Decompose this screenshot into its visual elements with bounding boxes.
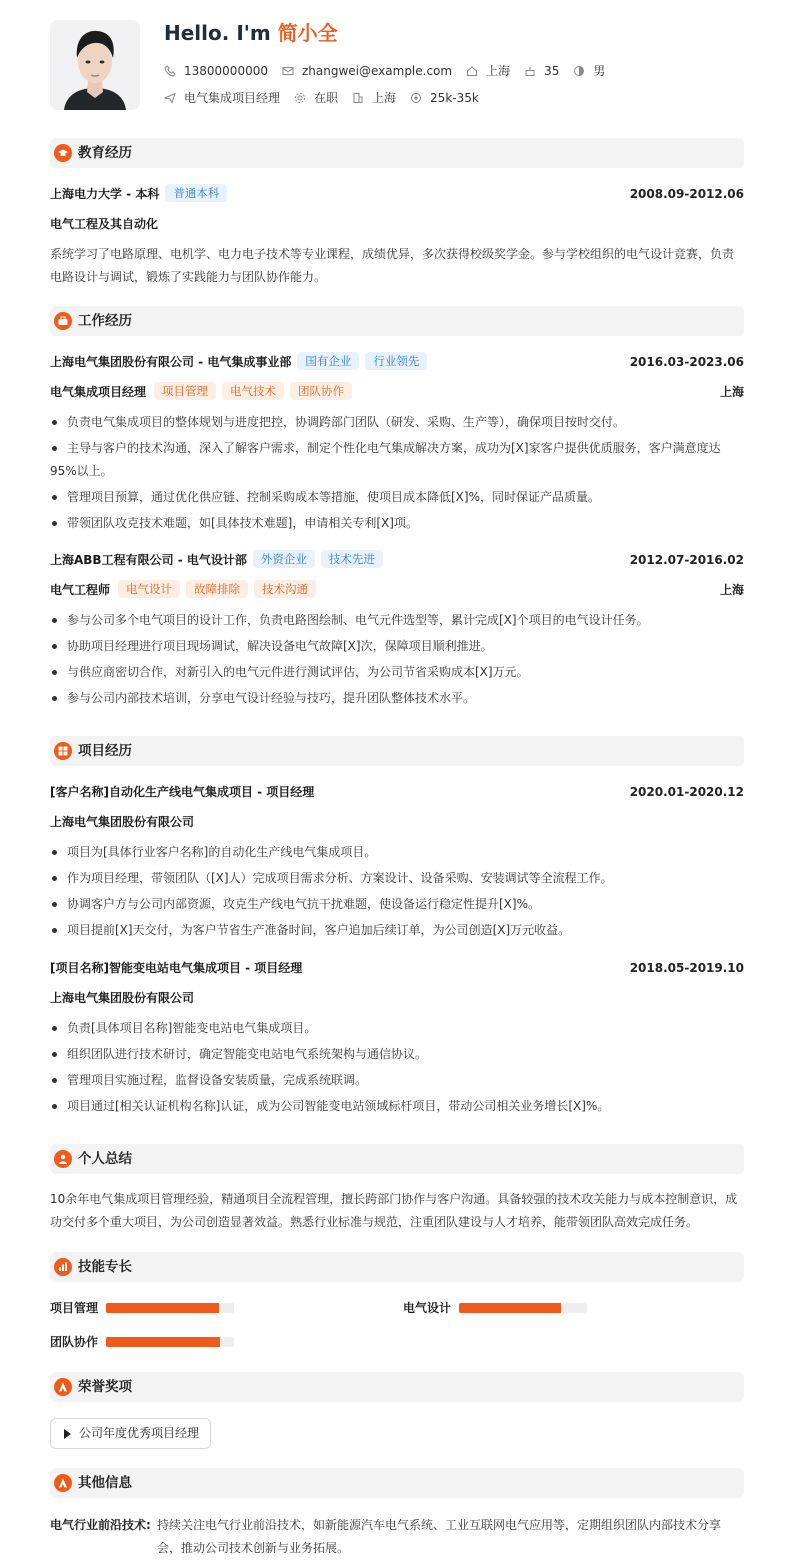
list-item: 管理项目预算，通过优化供应链、控制采购成本等措施，使项目成本降低[X]%，同时保证产品质量。 — [50, 486, 744, 509]
work-header — [50, 550, 744, 570]
greeting-text: Hello. I'm — [164, 21, 271, 45]
skill-tag: 技术沟通 — [254, 580, 316, 598]
work-role-row — [50, 382, 744, 402]
list-item-continuation: 95%以上。 — [50, 464, 113, 478]
section-work — [50, 306, 744, 336]
summary-text — [50, 1188, 744, 1234]
skill-tag: 电气设计 — [118, 580, 180, 598]
position — [164, 89, 280, 107]
send-icon — [164, 92, 176, 104]
list-item: 作为项目经理，带领团队（[X]人）完成项目需求分析、方案设计、设备采购、安装调试等全流程工作。 — [50, 867, 744, 890]
skill-bar — [106, 1337, 234, 1347]
project-title: [项目名称]智能变电站电气集成项目 - 项目经理 — [50, 961, 303, 975]
job-role: 电气集成项目经理 — [50, 385, 147, 399]
status-text: 在职 — [314, 91, 339, 105]
summary-line: 10余年电气集成项目管理经验，精通项目全流程管理，擅长跨部门协作与客户沟通。具备较强的技术攻关能力与成本控制意识，成 — [50, 1192, 738, 1206]
work-city — [352, 89, 396, 107]
chart-icon — [54, 1258, 72, 1276]
info-icon — [54, 1474, 72, 1492]
education-desc-line: 系统学习了电路原理、电机学、电力电子技术等专业课程，成绩优异，多次获得校级奖学金。参与学校组织的电气设计竞赛，负责 — [50, 247, 735, 261]
salary-icon — [410, 92, 422, 104]
section-projects — [50, 736, 744, 766]
gear-icon — [294, 92, 306, 104]
company-tag: 国有企业 — [297, 352, 359, 370]
position-text: 电气集成项目经理 — [184, 91, 281, 105]
building-icon — [352, 92, 364, 104]
city-text: 上海 — [486, 64, 511, 78]
list-item: 参与公司多个电气项目的设计工作，负责电路图绘制、电气元件选型等，累计完成[X]个项目的电气设计任务。 — [50, 609, 744, 632]
list-item: 项目为[具体行业客户名称]的自动化生产线电气集成项目。 — [50, 841, 744, 864]
education-desc-line: 电路设计与调试，锻炼了实践能力与团队协作能力。 — [50, 270, 327, 284]
work-city: 上海 — [719, 385, 744, 399]
salary-text: 25k-35k — [430, 91, 479, 105]
user-icon — [54, 1150, 72, 1168]
work-city: 上海 — [719, 583, 744, 597]
section-title: 教育经历 — [78, 145, 132, 161]
section-title: 荣誉奖项 — [78, 1379, 132, 1395]
work-date: 2012.07-2016.02 — [629, 553, 744, 567]
cake-icon — [524, 65, 536, 77]
section-education — [50, 138, 744, 168]
project-header — [50, 782, 744, 802]
school-name: 上海电力大学 - 本科 — [50, 187, 160, 201]
work-bullets — [50, 609, 744, 713]
project-company: 上海电气集团股份有限公司 — [50, 815, 195, 829]
education-header — [50, 184, 744, 204]
section-summary — [50, 1144, 744, 1174]
age-text: 35 — [544, 64, 560, 78]
school-tag: 普通本科 — [165, 184, 227, 202]
company-tag: 行业领先 — [365, 352, 427, 370]
list-item: 协助项目经理进行项目现场调试，解决设备电气故障[X]次，保障项目顺利推进。 — [50, 635, 744, 658]
city — [466, 62, 510, 80]
list-item: 项目提前[X]天交付，为客户节省生产准备时间，客户追加后续订单，为公司创造[X]万元收益。 — [50, 919, 744, 942]
list-item: 负责电气集成项目的整体规划与进度把控，协调跨部门团队（研发、采购、生产等），确保项目按时交付。 — [50, 411, 744, 434]
company-tag: 外资企业 — [253, 550, 315, 568]
education-date: 2008.09-2012.06 — [629, 187, 744, 201]
company-name: 上海电气集团股份有限公司 - 电气集成事业部 — [50, 355, 292, 369]
list-item: 参与公司内部技术培训，分享电气设计经验与技巧，提升团队整体技术水平。 — [50, 687, 744, 710]
company-tag: 技术先进 — [321, 550, 383, 568]
other-line: 持续关注电气行业前沿技术，如新能源汽车电气系统、工业互联网电气应用等，定期组织团队内部技术分享 — [157, 1518, 722, 1532]
section-awards — [50, 1372, 744, 1402]
mail-icon — [282, 65, 294, 77]
work-bullets — [50, 411, 744, 538]
work-date: 2016.03-2023.06 — [629, 355, 744, 369]
job-role: 电气工程师 — [50, 583, 111, 597]
phone — [164, 62, 268, 80]
gender-icon — [573, 65, 585, 77]
skill-name: 电气设计 — [403, 1301, 452, 1315]
skill-bar — [459, 1303, 587, 1313]
education-description — [50, 243, 744, 289]
section-skills — [50, 1252, 744, 1282]
gender — [573, 62, 605, 80]
award-item[interactable] — [50, 1418, 211, 1449]
list-item: 与供应商密切合作，对新引入的电气元件进行测试评估，为公司节省采购成本[X]万元。 — [50, 661, 744, 684]
avatar — [50, 20, 140, 110]
skill-bar-fill — [106, 1303, 219, 1313]
major: 电气工程及其自动化 — [50, 217, 159, 231]
salary — [410, 89, 479, 107]
project-company: 上海电气集团股份有限公司 — [50, 991, 195, 1005]
work-city-text: 上海 — [372, 91, 397, 105]
briefcase-icon — [54, 312, 72, 330]
skill-tag: 项目管理 — [154, 382, 216, 400]
summary-line: 功交付多个重大项目，为公司创造显著效益。熟悉行业标准与规范，注重团队建设与人才培养，能带领团队高效完成任务。 — [50, 1215, 699, 1229]
status — [294, 89, 338, 107]
project-header — [50, 958, 744, 978]
skill-tag: 团队协作 — [290, 382, 352, 400]
skill-bar-fill — [106, 1337, 220, 1347]
work-header — [50, 352, 744, 372]
project-bullets — [50, 1017, 744, 1121]
other-text — [157, 1514, 737, 1560]
list-item: 协调客户方与公司内部资源，攻克生产线电气抗干扰难题，使设备运行稳定性提升[X]%。 — [50, 893, 744, 916]
list-item: 主导与客户的技术沟通，深入了解客户需求，制定个性化电气集成解决方案，成功为[X]家客户提供优质服务，客户满意度达 — [50, 437, 744, 460]
section-other — [50, 1468, 744, 1498]
contact-row — [164, 62, 619, 80]
grid-icon — [54, 742, 72, 760]
job-intent-row — [164, 89, 493, 107]
skill-bar — [106, 1303, 234, 1313]
list-item: 管理项目实施过程，监督设备安装质量，完成系统联调。 — [50, 1069, 744, 1092]
list-item: 项目通过[相关认证机构名称]认证，成为公司智能变电站领域标杆项目，带动公司相关业务增长[X]%。 — [50, 1095, 744, 1118]
section-title: 项目经历 — [78, 743, 132, 759]
email-text: zhangwei@example.com — [301, 64, 453, 78]
section-title: 工作经历 — [78, 313, 132, 329]
age — [524, 62, 559, 80]
list-item: 负责[具体项目名称]智能变电站电气集成项目。 — [50, 1017, 744, 1040]
phone-icon — [164, 65, 176, 77]
skill-bar-fill — [459, 1303, 561, 1313]
skill-tag: 电气技术 — [222, 382, 284, 400]
project-title: [客户名称]自动化生产线电气集成项目 - 项目经理 — [50, 785, 315, 799]
greeting — [164, 20, 338, 46]
profile-header — [50, 20, 744, 112]
section-title: 技能专长 — [78, 1259, 132, 1275]
other-label: 电气行业前沿技术: — [50, 1518, 151, 1532]
other-line: 会，推动公司技术创新与业务拓展。 — [157, 1541, 350, 1555]
work-role-row — [50, 580, 744, 600]
company-name: 上海ABB工程有限公司 - 电气设计部 — [50, 553, 247, 567]
project-date: 2018.05-2019.10 — [629, 961, 744, 975]
gender-text: 男 — [593, 64, 606, 78]
project-date: 2020.01-2020.12 — [629, 785, 744, 799]
candidate-name: 简小全 — [277, 21, 338, 45]
list-item: 带领团队攻克技术难题，如[具体技术难题]，申请相关专利[X]项。 — [50, 512, 744, 535]
graduation-cap-icon — [54, 144, 72, 162]
skill-tag: 故障排除 — [186, 580, 248, 598]
section-title: 其他信息 — [78, 1475, 132, 1491]
project-bullets — [50, 841, 744, 945]
section-title: 个人总结 — [78, 1151, 132, 1167]
skill-name: 项目管理 — [50, 1301, 99, 1315]
phone-text: 13800000000 — [184, 64, 268, 78]
home-icon — [466, 65, 478, 77]
award-label: 公司年度优秀项目经理 — [79, 1426, 200, 1440]
email — [282, 62, 452, 80]
play-icon — [64, 1429, 71, 1439]
medal-icon — [54, 1378, 72, 1396]
skill-name: 团队协作 — [50, 1335, 99, 1349]
list-item: 组织团队进行技术研讨，确定智能变电站电气系统架构与通信协议。 — [50, 1043, 744, 1066]
